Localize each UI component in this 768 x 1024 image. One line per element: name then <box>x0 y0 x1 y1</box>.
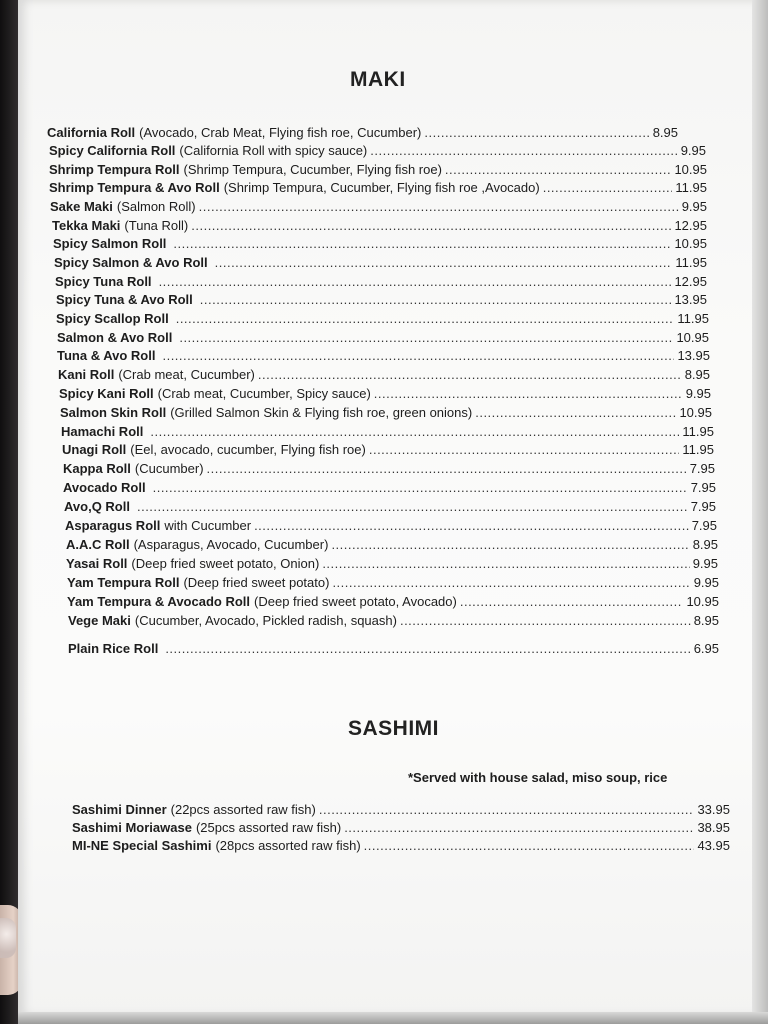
item-price: 13.95 <box>677 348 710 363</box>
menu-item-row <box>72 820 730 836</box>
item-name: Shrimp Tempura & Avo Roll <box>49 180 220 195</box>
item-price: 7.95 <box>690 480 716 495</box>
item-description: (Grilled Salmon Skin & Flying fish roe, green onions) <box>170 405 473 420</box>
item-description: with Cucumber <box>164 518 252 533</box>
menu-item-row <box>64 499 716 515</box>
item-name: Spicy Tuna & Avo Roll <box>56 292 193 307</box>
item-description: (Crab meat, Cucumber, Spicy sauce) <box>157 386 371 401</box>
item-description: (Tuna Roll) <box>124 218 189 233</box>
item-price: 7.95 <box>690 499 716 514</box>
item-price: 9.95 <box>692 556 718 571</box>
leader-dots <box>319 802 695 818</box>
leader-dots <box>331 537 689 553</box>
item-description: (California Roll with spicy sauce) <box>179 143 368 158</box>
leader-dots <box>332 575 690 591</box>
item-price: 8.95 <box>692 537 718 552</box>
menu-item-row <box>57 330 709 346</box>
item-price: 8.95 <box>652 125 678 140</box>
leader-dots <box>400 613 691 629</box>
item-price: 12.95 <box>674 274 707 289</box>
leader-dots <box>215 255 673 271</box>
item-price: 11.95 <box>677 311 709 326</box>
menu-item-row <box>68 641 719 657</box>
leader-dots <box>159 274 672 290</box>
item-name: Sashimi Dinner <box>72 802 167 817</box>
leader-dots <box>460 594 684 610</box>
menu-item-row <box>67 575 719 591</box>
menu-item-row <box>52 218 707 234</box>
menu-item-row <box>47 125 678 141</box>
item-description: (28pcs assorted raw fish) <box>215 838 361 853</box>
menu-item-row <box>50 199 707 215</box>
item-name: Spicy Salmon Roll <box>53 236 167 251</box>
item-description: (Crab meat, Cucumber) <box>118 367 255 382</box>
item-description: (Cucumber, Avocado, Pickled radish, squash) <box>134 613 397 628</box>
item-name: Tuna & Avo Roll <box>57 348 156 363</box>
menu-item-row <box>72 802 730 818</box>
menu-item-row <box>56 311 709 327</box>
menu-item-row <box>53 236 707 252</box>
menu-item-row <box>72 838 730 854</box>
item-price: 11.95 <box>682 424 714 439</box>
menu-item-row <box>62 442 714 458</box>
leader-dots <box>364 838 695 854</box>
item-price: 7.95 <box>691 518 717 533</box>
menu-item-row <box>65 518 717 534</box>
menu-item-row <box>54 255 707 271</box>
menu-item-row <box>57 348 710 364</box>
item-name: Kappa Roll <box>63 461 131 476</box>
item-price: 38.95 <box>697 820 730 835</box>
item-price: 9.95 <box>685 386 711 401</box>
item-name: Avo,Q Roll <box>64 499 130 514</box>
item-price: 13.95 <box>674 292 707 307</box>
item-name: Yam Tempura Roll <box>67 575 180 590</box>
menu-item-row <box>66 556 718 572</box>
leader-dots <box>543 180 673 196</box>
leader-dots <box>191 218 671 234</box>
leader-dots <box>165 641 690 657</box>
leader-dots <box>445 162 672 178</box>
item-name: Spicy Tuna Roll <box>55 274 152 289</box>
item-price: 10.95 <box>674 162 707 177</box>
leader-dots <box>369 442 680 458</box>
item-price: 9.95 <box>681 199 707 214</box>
page-bottom-edge <box>18 1012 768 1024</box>
leader-dots <box>137 499 688 515</box>
item-name: Shrimp Tempura Roll <box>49 162 180 177</box>
sashimi-section-title: SASHIMI <box>348 717 440 740</box>
item-name: Kani Roll <box>58 367 115 382</box>
leader-dots <box>179 330 673 346</box>
menu-item-row <box>49 162 707 178</box>
item-description: (22pcs assorted raw fish) <box>170 802 316 817</box>
item-price: 10.95 <box>679 405 712 420</box>
item-price: 10.95 <box>686 594 719 609</box>
item-description: (Salmon Roll) <box>116 199 196 214</box>
item-name: Hamachi Roll <box>61 424 144 439</box>
leader-dots <box>254 518 689 534</box>
item-price: 10.95 <box>676 330 709 345</box>
item-description: (Shrimp Tempura, Cucumber, Flying fish roe ,Avocado) <box>223 180 540 195</box>
item-name: Avocado Roll <box>63 480 146 495</box>
leader-dots <box>344 820 694 836</box>
item-price: 33.95 <box>697 802 730 817</box>
item-name: California Roll <box>47 125 136 140</box>
item-name: Yasai Roll <box>66 556 128 571</box>
item-description: (Eel, avocado, cucumber, Flying fish roe) <box>130 442 366 457</box>
item-name: Unagi Roll <box>62 442 127 457</box>
menu-item-row <box>67 594 719 610</box>
item-price: 11.95 <box>675 180 707 195</box>
item-name: Sashimi Moriawase <box>72 820 192 835</box>
item-name: Salmon & Avo Roll <box>57 330 173 345</box>
leader-dots <box>199 199 679 215</box>
menu-item-row <box>60 405 712 421</box>
menu-item-row <box>49 180 707 196</box>
item-price: 8.95 <box>684 367 710 382</box>
item-name: MI-NE Special Sashimi <box>72 838 212 853</box>
leader-dots <box>207 461 687 477</box>
fingernail <box>0 918 16 958</box>
leader-dots <box>176 311 675 327</box>
menu-item-row <box>56 292 707 308</box>
item-price: 10.95 <box>674 236 707 251</box>
item-description: (Deep fried sweet potato) <box>183 575 330 590</box>
item-name: Spicy Scallop Roll <box>56 311 169 326</box>
leader-dots <box>258 367 682 383</box>
menu-item-row <box>63 480 716 496</box>
leader-dots <box>374 386 683 402</box>
leader-dots <box>370 143 677 159</box>
item-description: (Avocado, Crab Meat, Flying fish roe, Cucumber) <box>139 125 422 140</box>
leader-dots <box>322 556 689 572</box>
menu-item-row <box>61 424 714 440</box>
item-price: 11.95 <box>682 442 714 457</box>
item-price: 11.95 <box>675 255 707 270</box>
menu-item-row <box>59 386 711 402</box>
leader-dots <box>200 292 672 308</box>
item-name: Plain Rice Roll <box>68 641 159 656</box>
leader-dots <box>424 125 649 141</box>
leader-dots <box>475 405 676 421</box>
menu-item-row <box>55 274 707 290</box>
item-description: (Asparagus, Avocado, Cucumber) <box>133 537 329 552</box>
item-name: Tekka Maki <box>52 218 121 233</box>
menu-item-row <box>66 537 718 553</box>
item-description: (Shrimp Tempura, Cucumber, Flying fish roe) <box>183 162 442 177</box>
sashimi-served-with-note: *Served with house salad, miso soup, rice <box>408 770 668 785</box>
item-description: (Deep fried sweet potato, Onion) <box>131 556 320 571</box>
leader-dots <box>150 424 679 440</box>
item-name: Vege Maki <box>68 613 131 628</box>
item-price: 7.95 <box>689 461 715 476</box>
item-description: (Deep fried sweet potato, Avocado) <box>254 594 457 609</box>
item-name: Spicy Kani Roll <box>59 386 154 401</box>
menu-item-row <box>58 367 710 383</box>
item-price: 43.95 <box>697 838 730 853</box>
item-name: Spicy California Roll <box>49 143 176 158</box>
item-price: 6.95 <box>693 641 719 656</box>
item-name: Asparagus Roll <box>65 518 161 533</box>
item-name: A.A.C Roll <box>66 537 130 552</box>
item-price: 9.95 <box>693 575 719 590</box>
item-price: 8.95 <box>693 613 719 628</box>
leader-dots <box>162 348 674 364</box>
item-name: Spicy Salmon & Avo Roll <box>54 255 208 270</box>
maki-section-title: MAKI <box>350 68 406 91</box>
item-name: Salmon Skin Roll <box>60 405 167 420</box>
item-description: (25pcs assorted raw fish) <box>195 820 342 835</box>
item-price: 12.95 <box>674 218 707 233</box>
menu-item-row <box>63 461 715 477</box>
item-price: 9.95 <box>680 143 706 158</box>
item-name: Sake Maki <box>50 199 113 214</box>
item-name: Yam Tempura & Avocado Roll <box>67 594 251 609</box>
item-description: (Cucumber) <box>134 461 204 476</box>
menu-item-row <box>49 143 706 159</box>
page-right-edge <box>752 0 768 1024</box>
menu-item-row <box>68 613 719 629</box>
leader-dots <box>173 236 671 252</box>
leader-dots <box>153 480 688 496</box>
